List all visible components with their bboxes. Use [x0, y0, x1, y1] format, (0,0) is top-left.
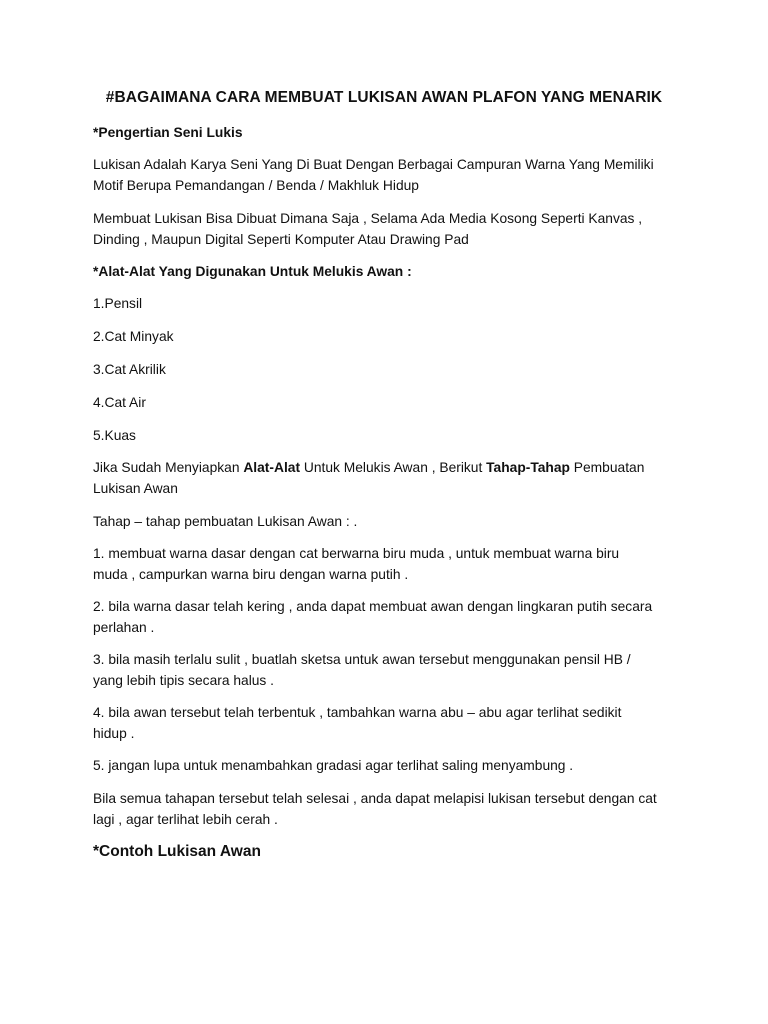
text-line: 4. bila awan tersebut telah terbentuk , tambahkan warna abu – abu agar terlihat sedikit	[93, 705, 622, 720]
intro-bold-2: Tahap-Tahap	[486, 460, 570, 475]
text-line: perlahan .	[93, 620, 155, 635]
steps-heading: Tahap – tahap pembuatan Lukisan Awan : .	[93, 514, 358, 529]
tool-item: 2.Cat Minyak	[93, 329, 174, 344]
intro-text-3: Pembuatan	[569, 460, 645, 475]
example-heading: *Contoh Lukisan Awan	[93, 843, 261, 860]
step-item	[93, 543, 693, 585]
text-line: 5. jangan lupa untuk menambahkan gradasi agar terlihat saling menyambung .	[93, 758, 574, 773]
text-line: muda , campurkan warna biru dengan warna putih .	[93, 567, 409, 582]
text-line: yang lebih tipis secara halus .	[93, 673, 274, 688]
step-item	[93, 596, 693, 638]
text-line: Bila semua tahapan tersebut telah selesai , anda dapat melapisi lukisan tersebut dengan cat	[93, 791, 657, 806]
intro-text-2: Untuk Melukis Awan , Berikut	[300, 460, 487, 475]
text-line: lagi , agar terlihat lebih cerah .	[93, 812, 278, 827]
text-line: Dinding , Maupun Digital Seperti Komputer Atau Drawing Pad	[93, 232, 469, 247]
tool-item: 1.Pensil	[93, 296, 143, 311]
step-item	[93, 702, 693, 744]
pengertian-paragraph-2	[93, 208, 693, 250]
text-line: hidup .	[93, 726, 135, 741]
text-line: Membuat Lukisan Bisa Dibuat Dimana Saja , Selama Ada Media Kosong Seperti Kanvas ,	[93, 211, 643, 226]
closing-paragraph	[93, 788, 693, 830]
text-line: 1. membuat warna dasar dengan cat berwarna biru muda , untuk membuat warna biru	[93, 546, 620, 561]
intro-text-1: Jika Sudah Menyiapkan	[93, 460, 244, 475]
text-line: Lukisan Adalah Karya Seni Yang Di Buat Dengan Berbagai Campuran Warna Yang Memiliki	[93, 157, 654, 172]
text-line: 3. bila masih terlalu sulit , buatlah sketsa untuk awan tersebut menggunakan pensil HB /	[93, 652, 631, 667]
text-line: Lukisan Awan	[93, 481, 178, 496]
text-line	[93, 457, 693, 478]
step-item	[93, 649, 693, 691]
tool-item: 5.Kuas	[93, 428, 136, 443]
pengertian-heading: *Pengertian Seni Lukis	[93, 125, 243, 140]
tool-item: 4.Cat Air	[93, 395, 146, 410]
tool-item: 3.Cat Akrilik	[93, 362, 166, 377]
text-line: Motif Berupa Pemandangan / Benda / Makhluk Hidup	[93, 178, 419, 193]
intro-bold-1: Alat-Alat	[243, 460, 301, 475]
tools-heading: *Alat-Alat Yang Digunakan Untuk Melukis Awan :	[93, 264, 412, 279]
pengertian-paragraph-1	[93, 154, 693, 196]
document-title: #BAGAIMANA CARA MEMBUAT LUKISAN AWAN PLAFON YANG MENARIK	[105, 89, 663, 106]
text-line: 2. bila warna dasar telah kering , anda dapat membuat awan dengan lingkaran putih secara	[93, 599, 653, 614]
intro-paragraph	[93, 457, 693, 499]
step-item	[93, 755, 693, 776]
